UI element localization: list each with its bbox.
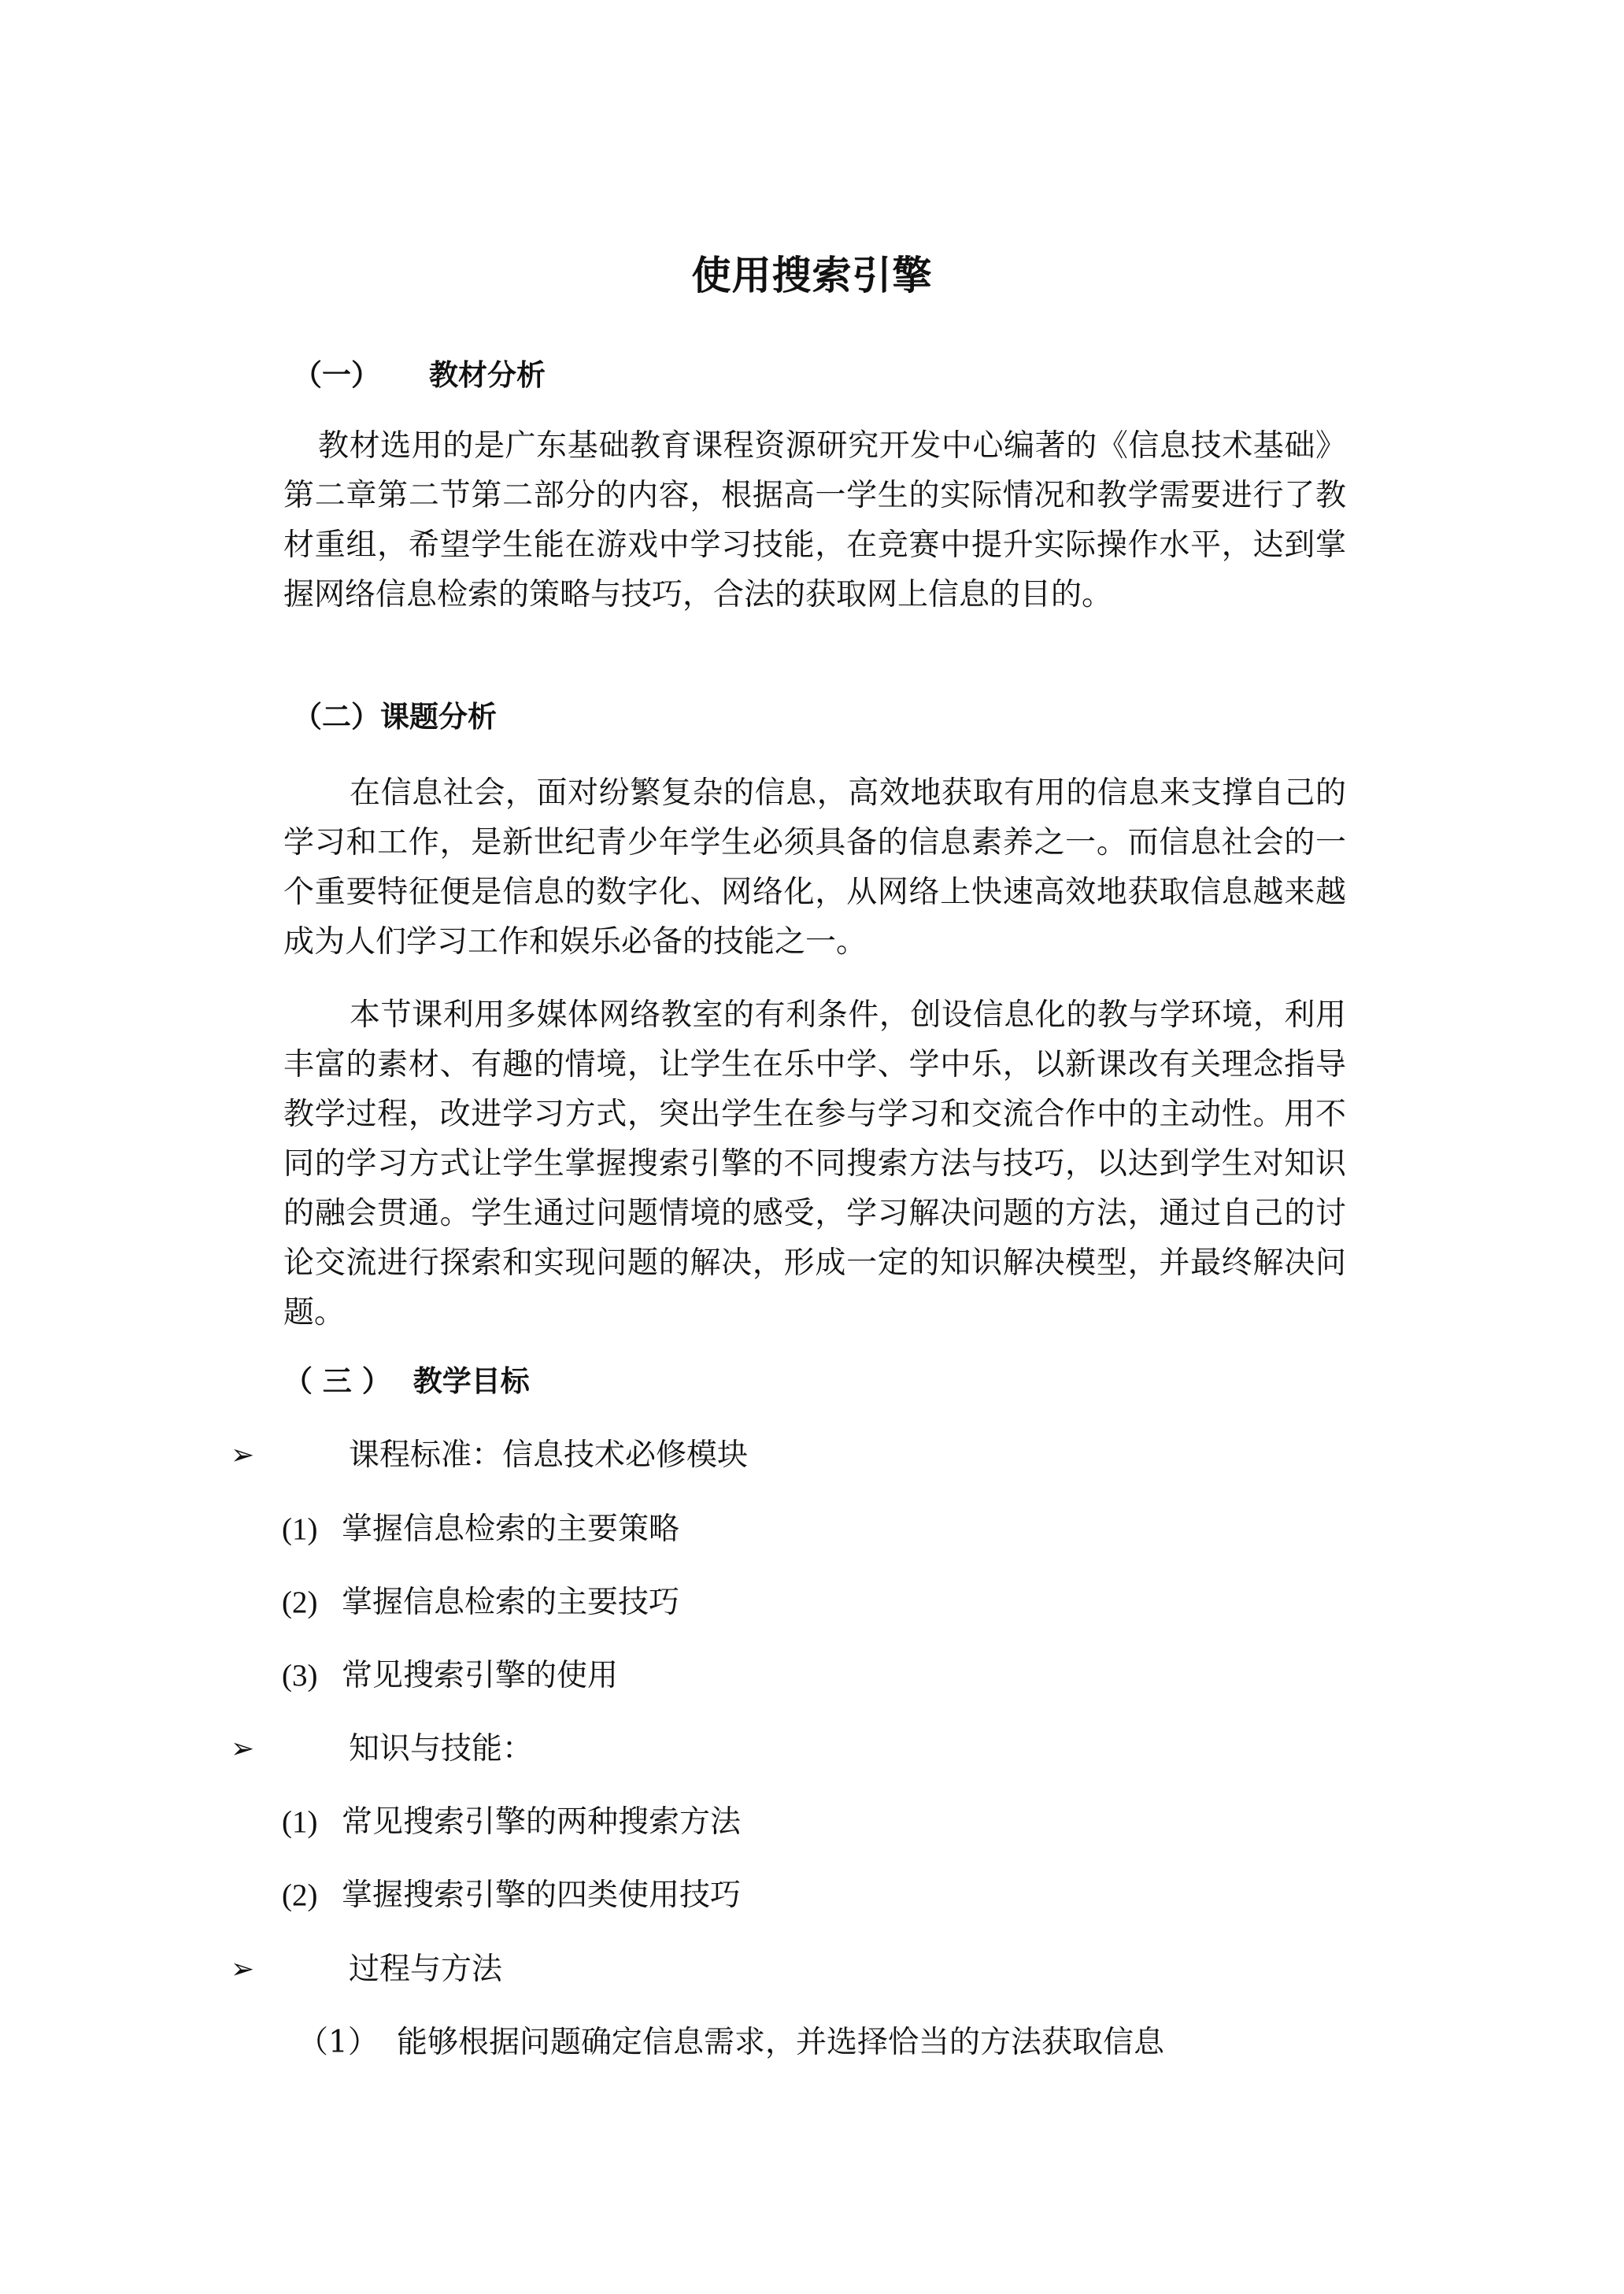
section1-paragraph: 教材选用的是广东基础教育课程资源研究开发中心编著的《信息技术基础》第二章第二节第二部分的内容，根据高一学生的实际情况和教学需要进行了教材重组，希望学生能在游戏中学习技能，在竞赛中提升实际操作水平，达到掌握网络信息检索的策略与技巧，合法的获取网上信息的目的。	[283, 428, 1346, 612]
goal-list-item	[298, 2023, 1164, 2063]
goal-group-label: 过程与方法	[349, 1952, 503, 1987]
list-item-text: 掌握搜索引擎的四类使用技巧	[342, 1878, 742, 1913]
goal-list-item	[282, 1656, 618, 1696]
goal-group-label: 课程标准：信息技术必修模块	[349, 1437, 749, 1473]
list-item-text: 掌握信息检索的主要技巧	[342, 1585, 680, 1620]
page-title: 使用搜索引擎	[691, 253, 933, 298]
list-item-number: (3)	[282, 1659, 318, 1693]
section2-heading: （二）课题分析	[293, 700, 497, 734]
goal-group-label: 知识与技能：	[349, 1731, 534, 1767]
list-item-number: (1)	[282, 1512, 318, 1546]
section2-paragraph-1: 在信息社会，面对纷繁复杂的信息，高效地获取有用的信息来支撑自己的学习和工作，是新世纪青少年学生必须具备的信息素养之一。而信息社会的一个重要特征便是信息的数字化、网络化，从网络上快速高效地获取信息越来越成为人们学习工作和娱乐必备的技能之一。	[283, 775, 1346, 960]
list-item-number: (2)	[282, 1878, 318, 1912]
section3-heading	[283, 1362, 530, 1401]
section2-paragraph-2: 本节课利用多媒体网络教室的有利条件，创设信息化的教与学环境，利用丰富的素材、有趣的情境，让学生在乐中学、学中乐，以新课改有关理念指导教学过程，改进学习方式，突出学生在参与学习和交流合作中的主动性。用不同的学习方式让学生掌握搜索引擎的不同搜索方法与技巧，以达到学生对知识的融会贯通。学生通过问题情境的感受，学习解决问题的方法，通过自己的讨论交流进行探索和实现问题的解决，形成一定的知识解决模型，并最终解决问题。	[283, 997, 1346, 1330]
section3-heading-text: 教学目标	[412, 1364, 530, 1398]
arrow-bullet-icon: ➢	[231, 1439, 255, 1471]
list-item-number: （1）	[298, 2025, 379, 2060]
section1-heading-text: 教材分析	[429, 358, 546, 392]
section3-heading-number: （ 三 ）	[283, 1364, 391, 1398]
list-item-number: (2)	[282, 1585, 318, 1619]
list-item-number: (1)	[282, 1805, 318, 1839]
goal-list-item	[282, 1583, 679, 1622]
section1-heading-number: （一）	[293, 358, 380, 392]
arrow-bullet-icon: ➢	[231, 1953, 255, 1985]
goal-list-item	[282, 1803, 741, 1842]
section1-heading	[293, 356, 546, 395]
arrow-bullet-icon: ➢	[231, 1733, 255, 1765]
goal-list-item	[282, 1510, 679, 1549]
list-item-text: 能够根据问题确定信息需求，并选择恰当的方法获取信息	[397, 2025, 1165, 2060]
goal-list-item	[282, 1876, 741, 1915]
list-item-text: 常见搜索引擎的使用	[342, 1658, 619, 1693]
list-item-text: 常见搜索引擎的两种搜索方法	[342, 1804, 742, 1840]
list-item-text: 掌握信息检索的主要策略	[342, 1511, 680, 1547]
